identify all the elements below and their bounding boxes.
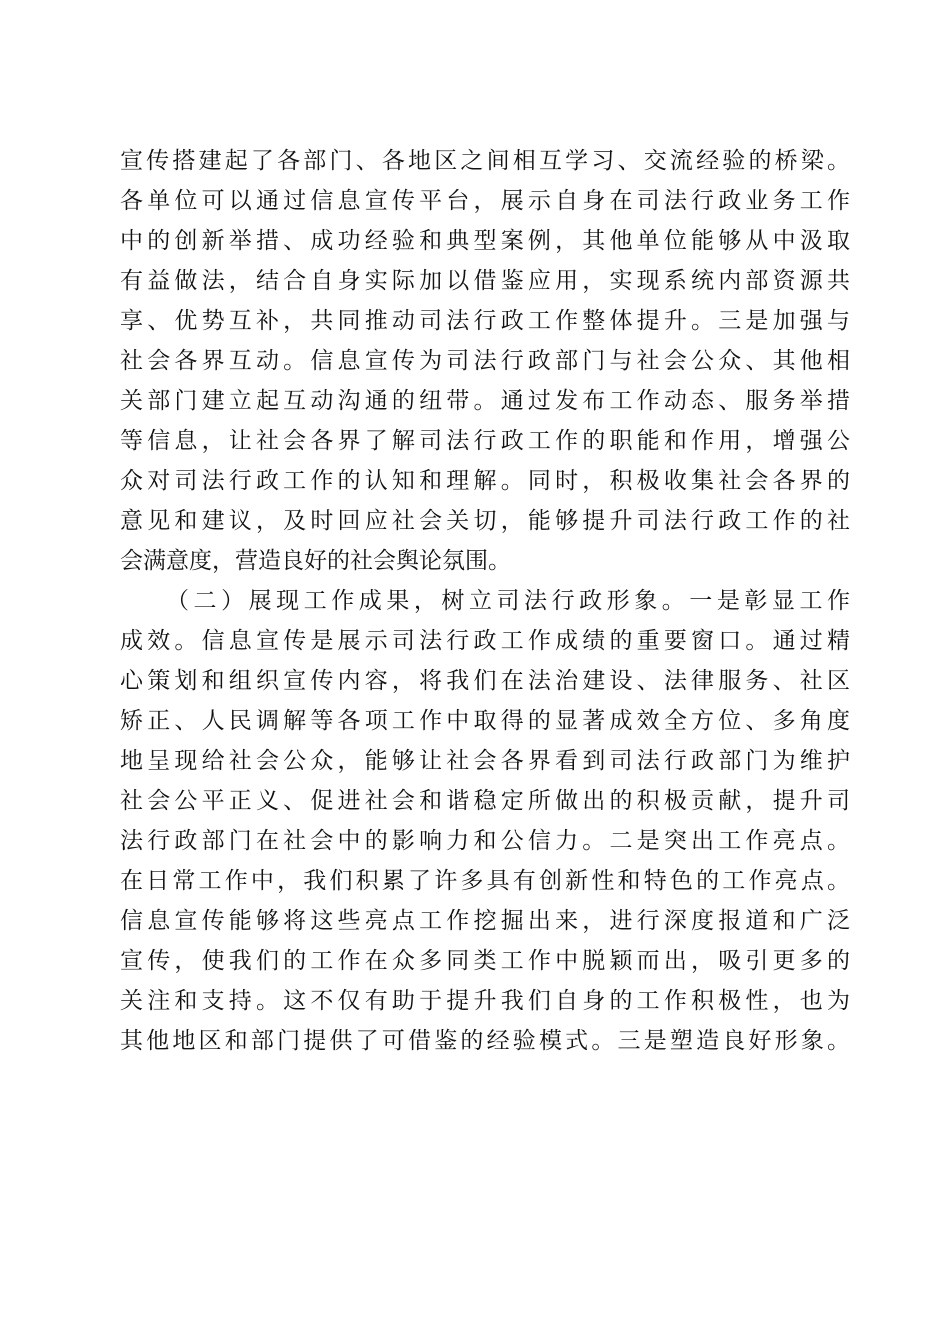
text-line-6: 社会各界互动。信息宣传为司法行政部门与社会公众、其他相 xyxy=(120,348,850,374)
text-line-10: 意见和建议，及时回应社会关切，能够提升司法行政工作的社 xyxy=(120,508,850,534)
body-text xyxy=(120,141,850,1061)
text-line-5: 享、优势互补，共同推动司法行政工作整体提升。三是加强与 xyxy=(120,308,850,334)
text-line-13: 成效。信息宣传是展示司法行政工作成绩的重要窗口。通过精 xyxy=(120,628,850,654)
text-line-11: 会满意度，营造良好的社会舆论氛围。 xyxy=(120,548,511,574)
text-line-17: 社会公平正义、促进社会和谐稳定所做出的积极贡献，提升司 xyxy=(120,788,850,814)
section-heading-line: （二）展现工作成果，树立司法行政形象。一是彰显工作 xyxy=(166,588,850,614)
text-line-2: 各单位可以通过信息宣传平台，展示自身在司法行政业务工作 xyxy=(120,188,850,214)
text-line-19: 在日常工作中，我们积累了许多具有创新性和特色的工作亮点。 xyxy=(120,868,850,894)
text-line-14: 心策划和组织宣传内容，将我们在法治建设、法律服务、社区 xyxy=(120,668,850,694)
text-line-3: 中的创新举措、成功经验和典型案例，其他单位能够从中汲取 xyxy=(120,228,850,254)
text-line-21: 宣传，使我们的工作在众多同类工作中脱颖而出，吸引更多的 xyxy=(120,948,850,974)
text-line-15: 矫正、人民调解等各项工作中取得的显著成效全方位、多角度 xyxy=(120,708,850,734)
text-line-7: 关部门建立起互动沟通的纽带。通过发布工作动态、服务举措 xyxy=(120,388,850,414)
text-line-16: 地呈现给社会公众，能够让社会各界看到司法行政部门为维护 xyxy=(120,748,850,774)
text-line-20: 信息宣传能够将这些亮点工作挖掘出来，进行深度报道和广泛 xyxy=(120,908,850,934)
text-line-8: 等信息，让社会各界了解司法行政工作的职能和作用，增强公 xyxy=(120,428,850,454)
text-line-9: 众对司法行政工作的认知和理解。同时，积极收集社会各界的 xyxy=(120,468,850,494)
text-line-18: 法行政部门在社会中的影响力和公信力。二是突出工作亮点。 xyxy=(120,828,850,854)
text-line-22: 关注和支持。这不仅有助于提升我们自身的工作积极性，也为 xyxy=(120,988,850,1014)
text-line-1: 宣传搭建起了各部门、各地区之间相互学习、交流经验的桥梁。 xyxy=(120,148,850,174)
text-line-4: 有益做法，结合自身实际加以借鉴应用，实现系统内部资源共 xyxy=(120,268,850,294)
text-line-23: 其他地区和部门提供了可借鉴的经验模式。三是塑造良好形象。 xyxy=(120,1028,850,1054)
